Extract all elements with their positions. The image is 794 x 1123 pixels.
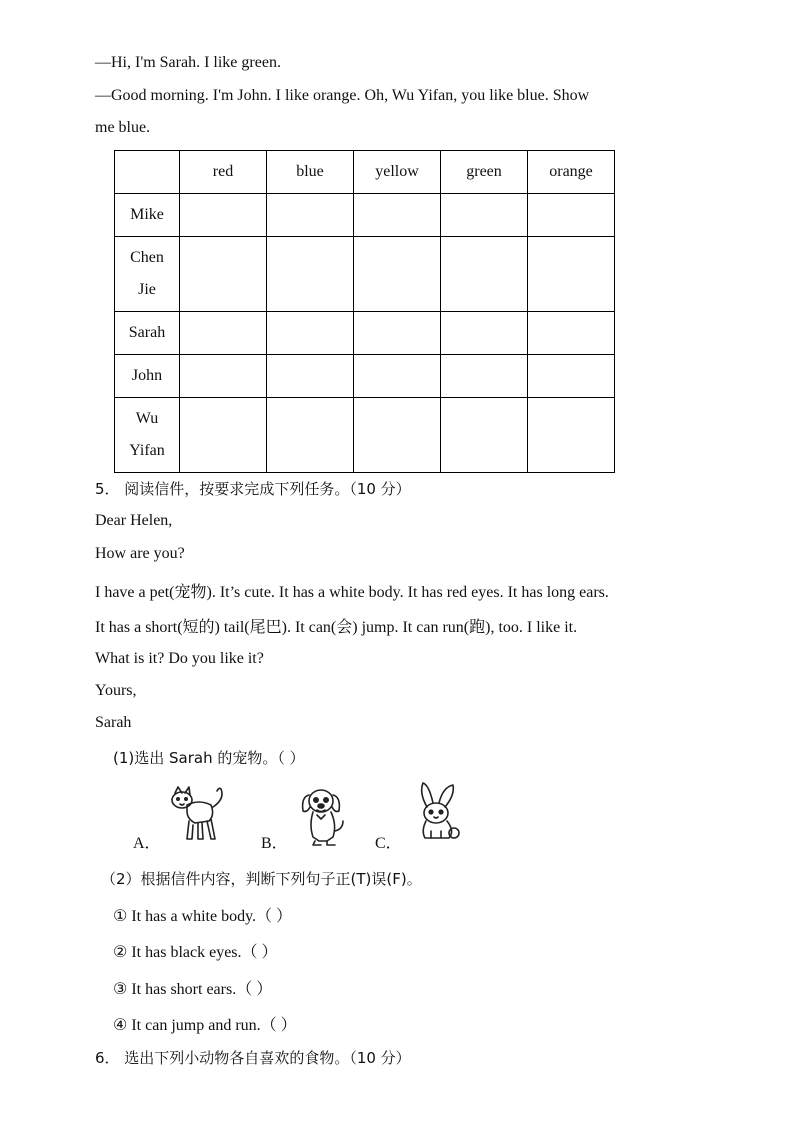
answer-cell[interactable] (354, 398, 441, 473)
answer-cell[interactable] (441, 355, 528, 398)
table-row (115, 312, 615, 355)
answer-cell[interactable] (354, 312, 441, 355)
answer-cell[interactable] (180, 355, 267, 398)
dog-icon (297, 785, 347, 847)
table-header-row (115, 151, 615, 194)
question-5-heading: 5． 阅读信件，按要求完成下列任务。（10 分） (95, 480, 411, 498)
answer-cell[interactable] (354, 237, 441, 312)
answer-cell[interactable] (180, 312, 267, 355)
answer-cell[interactable] (528, 237, 615, 312)
row-name-cell: Sarah (115, 312, 180, 355)
answer-cell[interactable] (528, 194, 615, 237)
answer-cell[interactable] (441, 398, 528, 473)
answer-cell[interactable] (180, 237, 267, 312)
answer-cell[interactable] (267, 398, 354, 473)
letter-line: It has a short(短的) tail(尾巴). It can(会) jump. It can run(跑), too. I like it. (95, 619, 578, 636)
answer-cell[interactable] (528, 355, 615, 398)
judge-item-2[interactable]: ② It has black eyes.（ ） (113, 944, 278, 961)
option-b-label[interactable]: B． (261, 835, 288, 852)
dialogue-line-3: me blue. (95, 119, 151, 136)
judge-item-1[interactable]: ① It has a white body.（ ） (113, 908, 293, 925)
letter-closing: Yours, (95, 682, 137, 699)
row-name-cell: Wu Yifan (115, 398, 180, 473)
cat-icon (165, 785, 229, 845)
row-name-cell: Mike (115, 194, 180, 237)
part-1-prompt: (1)选出 Sarah 的宠物。（ ） (113, 749, 305, 767)
answer-cell[interactable] (354, 194, 441, 237)
part-2-prompt: （2）根据信件内容，判断下列句子正(T)误(F)。 (101, 870, 422, 888)
answer-cell[interactable] (180, 398, 267, 473)
table-header-cell: yellow (354, 151, 441, 194)
table-row (115, 237, 615, 312)
table-header-cell: orange (528, 151, 615, 194)
answer-cell[interactable] (267, 355, 354, 398)
rabbit-icon (413, 781, 463, 843)
answer-cell[interactable] (441, 237, 528, 312)
answer-cell[interactable] (267, 237, 354, 312)
table-header-cell: blue (267, 151, 354, 194)
judge-item-4[interactable]: ④ It can jump and run.（ ） (113, 1017, 297, 1034)
table-header-cell: green (441, 151, 528, 194)
answer-cell[interactable] (267, 194, 354, 237)
table-row (115, 355, 615, 398)
answer-cell[interactable] (267, 312, 354, 355)
answer-cell[interactable] (180, 194, 267, 237)
row-name-cell: Chen Jie (115, 237, 180, 312)
letter-greeting: Dear Helen, (95, 512, 173, 529)
letter-line: How are you? (95, 545, 185, 562)
table-header-cell: red (180, 151, 267, 194)
answer-cell[interactable] (441, 312, 528, 355)
answer-cell[interactable] (441, 194, 528, 237)
row-name-cell: John (115, 355, 180, 398)
judge-item-3[interactable]: ③ It has short ears.（ ） (113, 981, 273, 998)
letter-line: What is it? Do you like it? (95, 650, 264, 667)
dialogue-line-2: —Good morning. I'm John. I like orange. Oh, Wu Yifan, you like blue. Show (95, 87, 590, 104)
color-answer-table (114, 150, 615, 473)
table-header-cell (115, 151, 180, 194)
answer-cell[interactable] (354, 355, 441, 398)
option-a-label[interactable]: A． (133, 835, 161, 852)
table-row (115, 194, 615, 237)
option-c-label[interactable]: C． (375, 835, 402, 852)
dialogue-line-1: —Hi, I'm Sarah. I like green. (95, 54, 281, 71)
letter-line: I have a pet(宠物). It’s cute. It has a white body. It has red eyes. It has long ears. (95, 584, 609, 601)
answer-cell[interactable] (528, 398, 615, 473)
answer-cell[interactable] (528, 312, 615, 355)
table-row (115, 398, 615, 473)
letter-signature: Sarah (95, 714, 132, 731)
question-6-heading: 6． 选出下列小动物各自喜欢的食物。（10 分） (95, 1049, 411, 1067)
